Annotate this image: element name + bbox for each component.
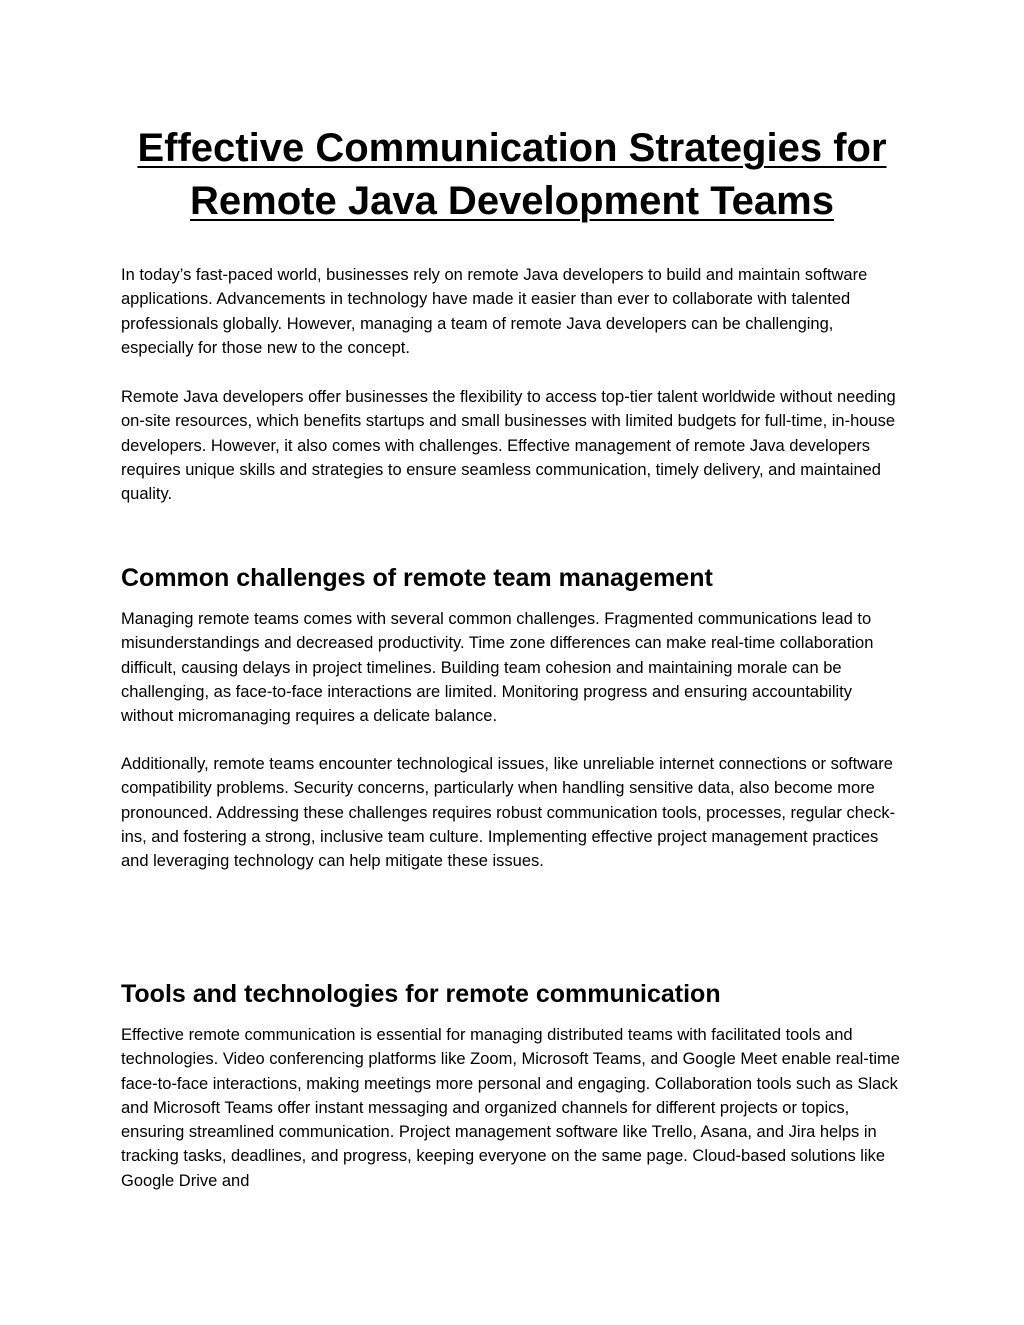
section-heading-challenges: Common challenges of remote team management	[121, 564, 713, 592]
challenges-paragraph-2: Additionally, remote teams encounter technological issues, like unreliable internet connections or software compatibility problems. Security concerns, particularly when handling sensitive data, also become more pronounced. Addressing these challenges requires robust communication tools, processes, regular check-ins, and fostering a strong, inclusive team culture. Implementing effective project management practices and leveraging technology can help mitigate these issues.	[121, 755, 896, 871]
document-title: Effective Communication Strategies for Remote Java Development Teams	[137, 126, 887, 223]
intro-paragraph-1: In today’s fast-paced world, businesses rely on remote Java developers to build and maintain software applications. Advancements in technology have made it easier than ever to collaborate with talented professionals globally. However, managing a team of remote Java developers can be challenging, especially for those new to the concept.	[121, 266, 868, 357]
section-heading-tools: Tools and technologies for remote communication	[121, 980, 721, 1008]
intro-paragraph-2: Remote Java developers offer businesses the flexibility to access top-tier talent worldwide without needing on-site resources, which benefits startups and small businesses with limited budgets for full-time, in-house developers. However, it also comes with challenges. Effective management of remote Java developers requires unique skills and strategies to ensure seamless communication, timely delivery, and maintained quality.	[121, 388, 896, 504]
tools-paragraph-1: Effective remote communication is essential for managing distributed teams with facilitated tools and technologies. Video conferencing platforms like Zoom, Microsoft Teams, and Google Meet enable real-time face-to-face interactions, making meetings more personal and engaging. Collaboration tools such as Slack and Microsoft Teams offer instant messaging and organized channels for different projects or topics, ensuring streamlined communication. Project management software like Trello, Asana, and Jira helps in tracking tasks, deadlines, and progress, keeping everyone on the same page. Cloud-based solutions like Google Drive and	[121, 1026, 900, 1190]
challenges-paragraph-1: Managing remote teams comes with several common challenges. Fragmented communications lead to misunderstandings and decreased productivity. Time zone differences can make real-time collaboration difficult, causing delays in project timelines. Building team cohesion and maintaining morale can be challenging, as face-to-face interactions are limited. Monitoring progress and ensuring accountability without micromanaging requires a delicate balance.	[121, 610, 874, 726]
